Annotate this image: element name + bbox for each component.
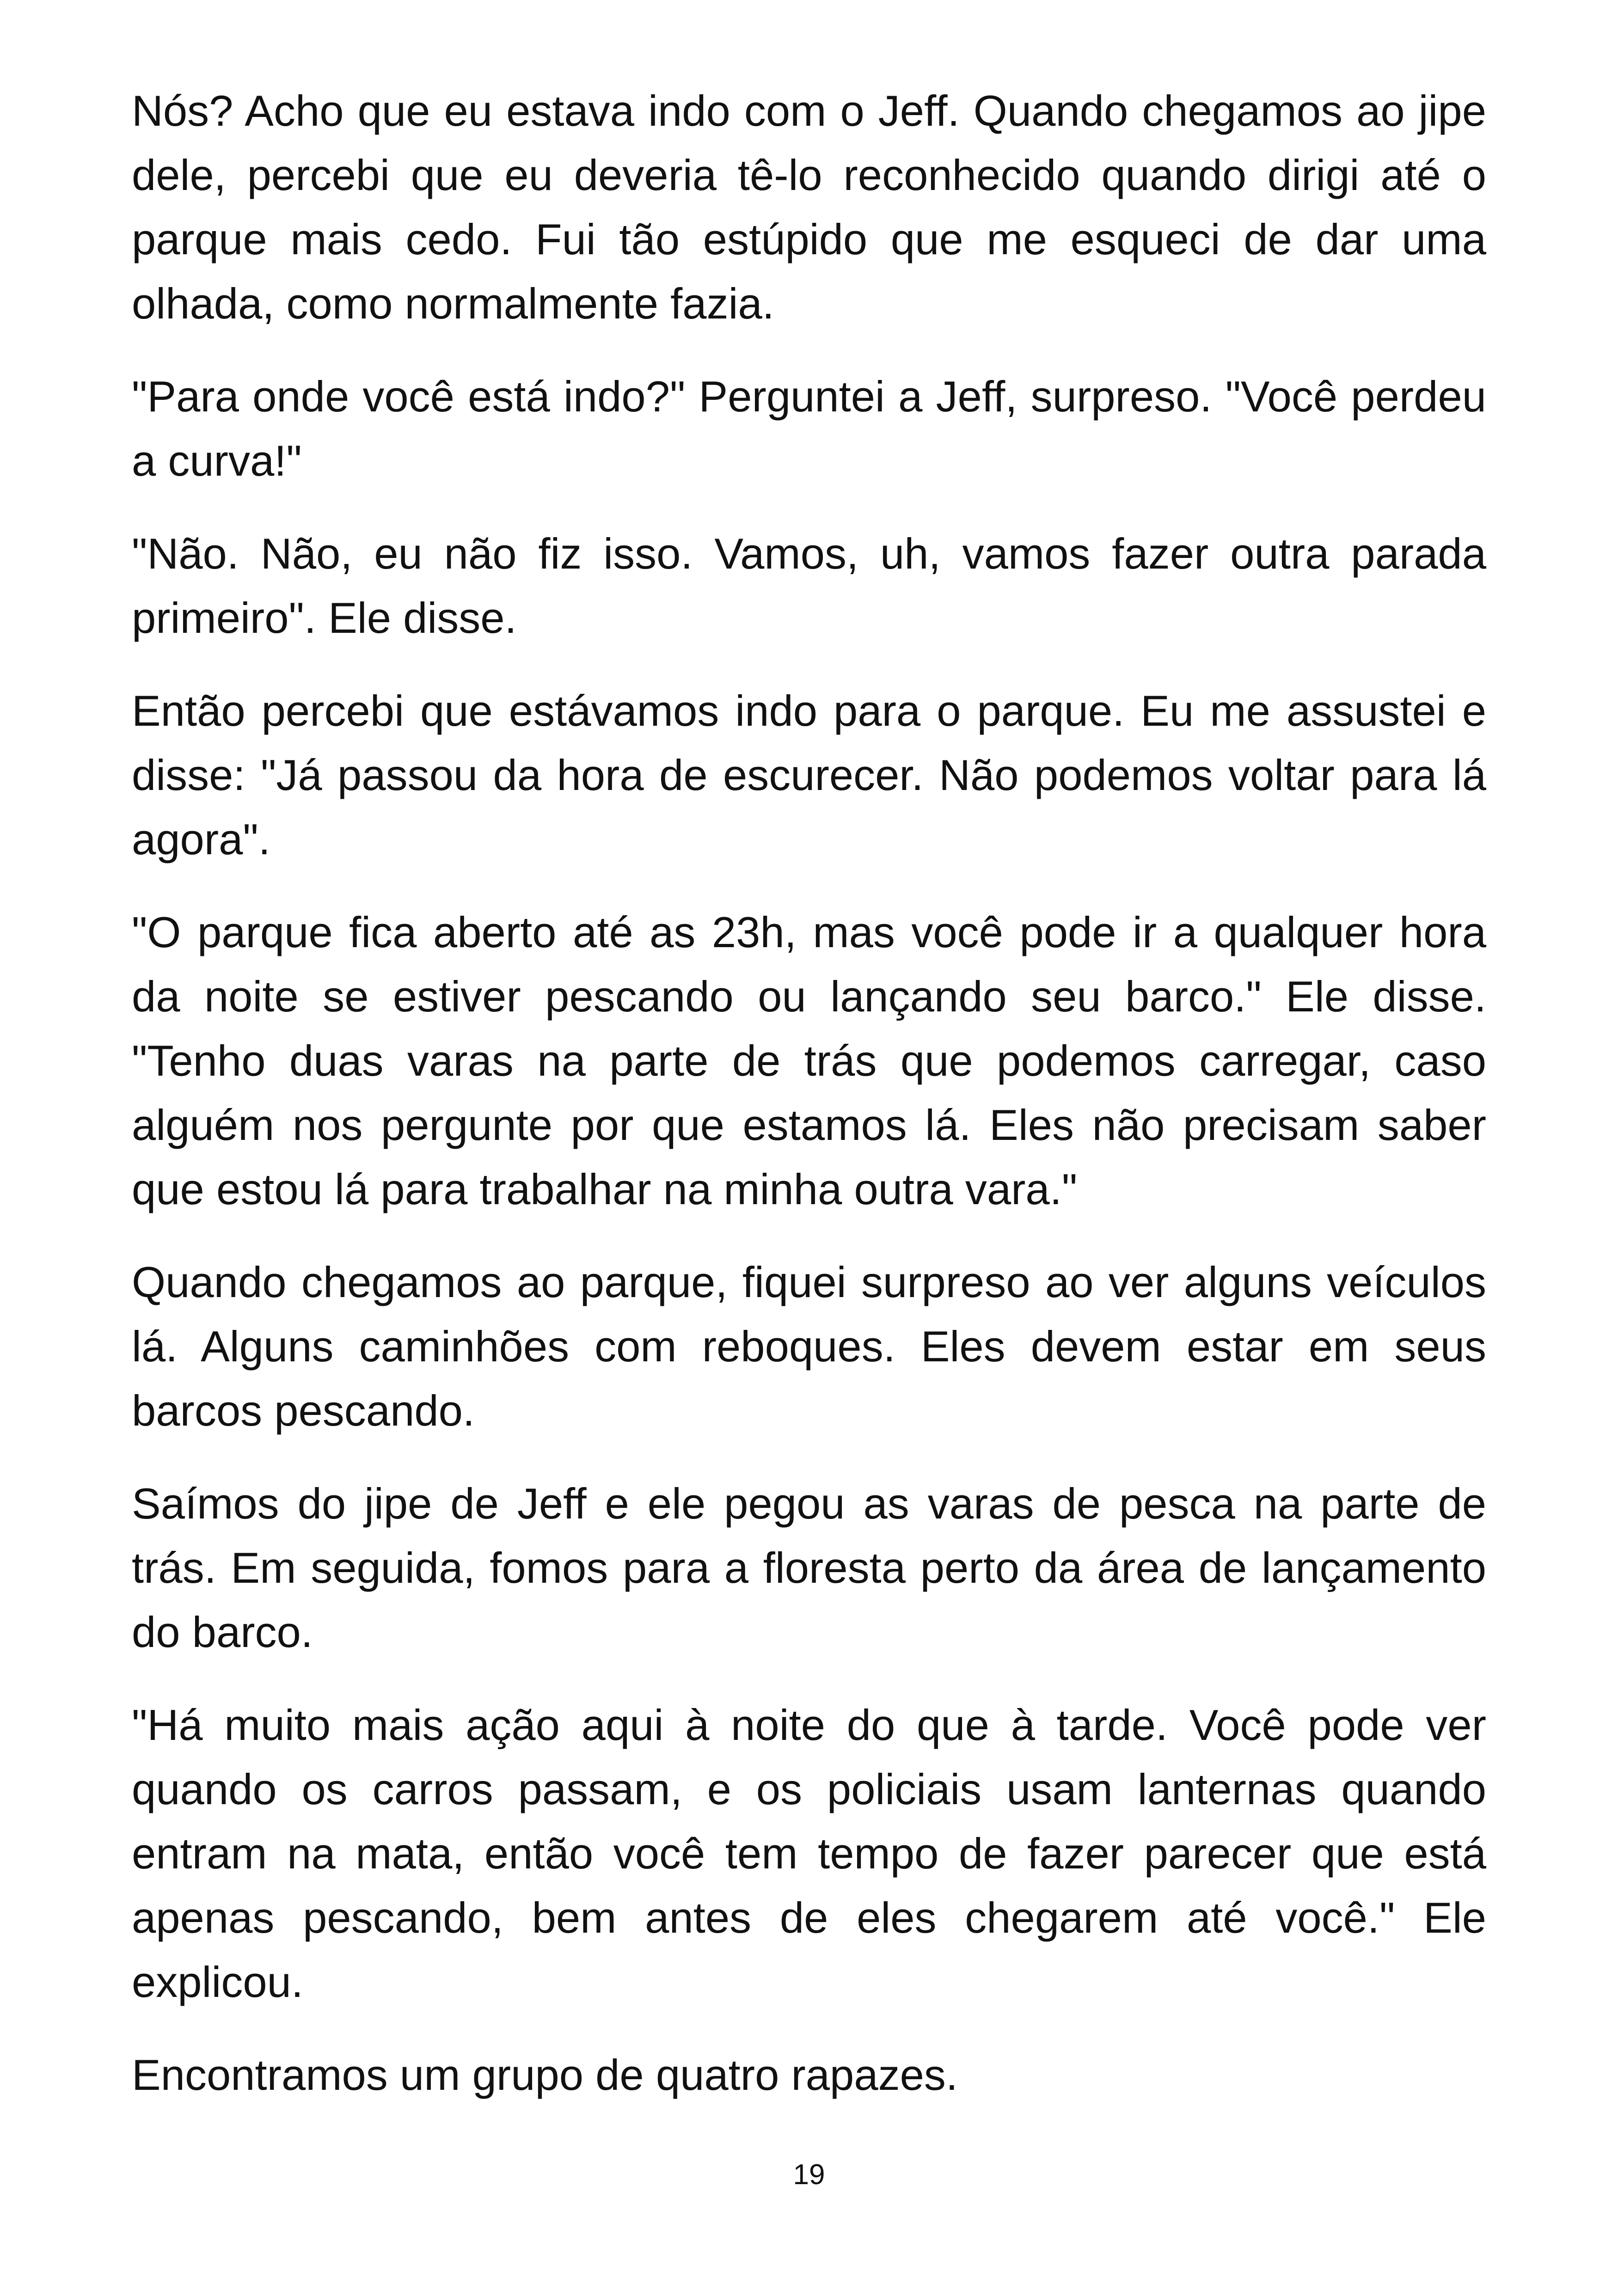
paragraph: "Para onde você está indo?" Perguntei a Jeff, surpreso. "Você perdeu a curva!" <box>132 372 1486 485</box>
paragraph: Saímos do jipe de Jeff e ele pegou as varas de pesca na parte de trás. Em seguida, fomos para a floresta perto da área de lançamento do barco. <box>132 1479 1486 1656</box>
paragraph: "Há muito mais ação aqui à noite do que à tarde. Você pode ver quando os carros passam, e os policiais usam lanternas quando entram na mata, então você tem tempo de fazer parecer que está apenas pescando, bem antes de eles chegarem até você." Ele explicou. <box>132 1701 1486 2006</box>
page-number: 19 <box>793 2159 825 2191</box>
paragraph: "O parque fica aberto até as 23h, mas você pode ir a qualquer hora da noite se estiver pescando ou lançando seu barco." Ele disse. "Tenho duas varas na parte de trás que podemos carregar, caso alguém nos pergunte por que estamos lá. Eles não precisam saber que estou lá para trabalhar na minha outra vara." <box>132 908 1486 1213</box>
paragraph: Quando chegamos ao parque, fiquei surpreso ao ver alguns veículos lá. Alguns caminhões com reboques. Eles devem estar em seus barcos pescando. <box>132 1258 1486 1435</box>
paragraph: Encontramos um grupo de quatro rapazes. <box>132 2051 958 2099</box>
paragraph: Então percebi que estávamos indo para o parque. Eu me assustei e disse: "Já passou da hora de escurecer. Não podemos voltar para lá agora". <box>132 686 1486 863</box>
page-body <box>132 79 1486 2136</box>
paragraph: Nós? Acho que eu estava indo com o Jeff. Quando chegamos ao jipe dele, percebi que eu deveria tê-lo reconhecido quando dirigi até o parque mais cedo. Fui tão estúpido que me esqueci de dar uma olhada, como normalmente fazia. <box>132 86 1486 328</box>
paragraph: "Não. Não, eu não fiz isso. Vamos, uh, vamos fazer outra parada primeiro". Ele disse. <box>132 529 1486 642</box>
